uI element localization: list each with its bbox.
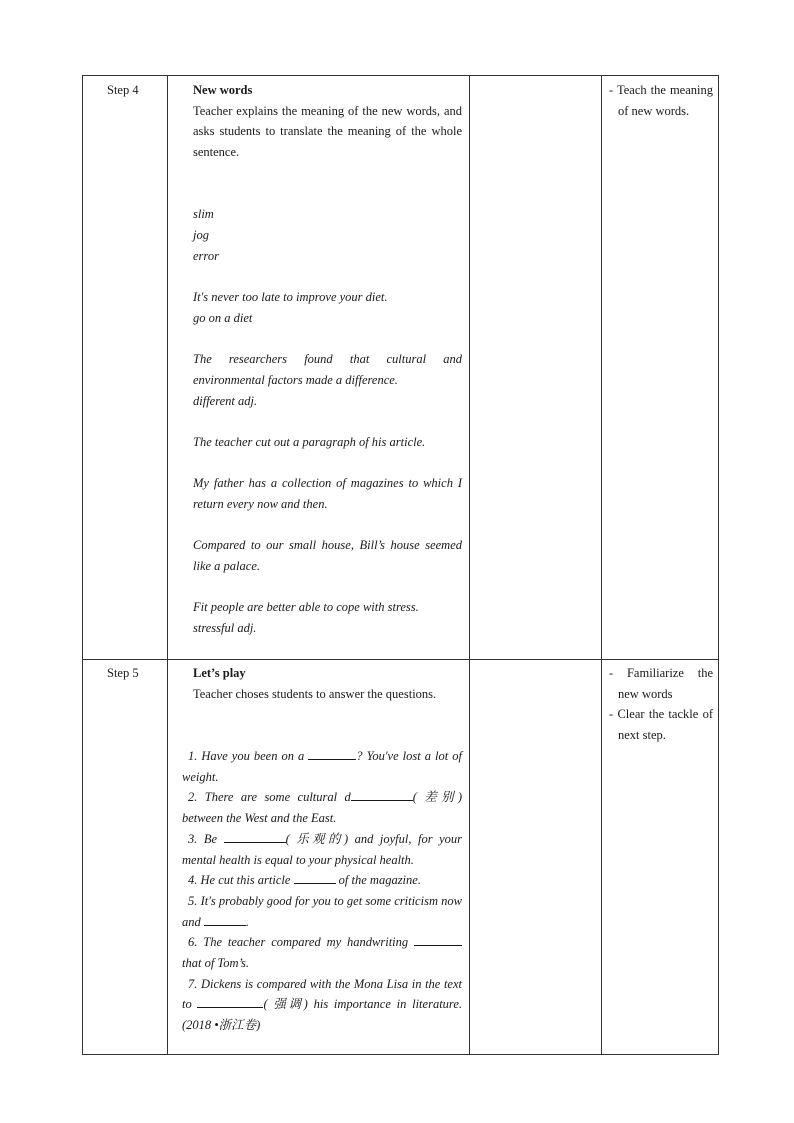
example-phrase: stressful adj. — [193, 621, 257, 636]
table-border-top — [82, 75, 719, 76]
teacher-instruction: Teacher choses students to answer the questions. — [193, 686, 437, 701]
exercise-question: 1. Have you been on a ? You've lost a lot of weight. — [182, 746, 462, 787]
teacher-instruction: Teacher explains the meaning of the new words, and asks students to translate the meaning of the whole sentence. — [193, 103, 462, 160]
exercise-question: 3. Be ( 乐观的) and joyful, for your mental health is equal to your physical health. — [182, 829, 462, 870]
answer-blank[interactable] — [224, 829, 286, 843]
answer-blank[interactable] — [308, 746, 356, 760]
table-border-right — [718, 75, 719, 1055]
example-sentence: Compared to our small house, Bill’s house seemed like a palace. — [193, 538, 462, 574]
step-4-aims — [609, 80, 713, 121]
step-label: Step 4 — [107, 83, 139, 97]
column-divider — [469, 75, 470, 1055]
exercise-question: 2. There are some cultural d ( 差别) between the West and the East. — [182, 787, 462, 828]
step-5-header — [193, 663, 462, 704]
section-title: New words — [193, 83, 253, 97]
exercise-question: 7. Dickens is compared with the Mona Lisa in the text to ( 强调) his importance in literature. (2018 •浙江卷) — [182, 976, 462, 1033]
answer-blank[interactable] — [294, 870, 336, 884]
exercise-question: 5. It's probably good for you to get some criticism now and . — [182, 893, 462, 929]
exercise-question: 6. The teacher compared my handwriting that of Tom’s. — [182, 932, 462, 973]
answer-blank[interactable] — [197, 994, 263, 1008]
step-4-content — [193, 80, 462, 639]
step-5-aims — [609, 663, 713, 746]
answer-blank[interactable] — [351, 787, 413, 801]
example-sentence: The teacher cut out a paragraph of his article. — [193, 434, 426, 449]
example-phrase: go on a diet — [193, 310, 253, 325]
exercise-questions — [182, 746, 462, 1036]
section-title: Let’s play — [193, 666, 246, 680]
table-border-bottom — [82, 1054, 719, 1055]
step-label: Step 5 — [107, 666, 139, 680]
answer-blank[interactable] — [414, 932, 462, 946]
example-sentence: My father has a collection of magazines to which I return every now and then. — [193, 476, 462, 511]
column-divider — [167, 75, 168, 1055]
answer-blank[interactable] — [204, 912, 246, 926]
example-phrase: different adj. — [193, 393, 258, 408]
example-sentence: It's never too late to improve your diet. — [193, 290, 388, 304]
lesson-plan-table — [82, 75, 719, 1055]
example-sentence: Fit people are better able to cope with stress. — [193, 600, 419, 615]
column-divider — [601, 75, 602, 1055]
exercise-question: 4. He cut this article of the magazine. — [182, 870, 462, 891]
aim-item: - Familiarize the new words — [609, 666, 713, 701]
vocab-word: slim — [193, 207, 214, 222]
row-divider — [82, 659, 719, 660]
vocab-word: error — [193, 248, 219, 263]
example-sentence: The researchers found that cultural and environmental factors made a difference. — [193, 352, 462, 387]
aim-item: - Teach the meaning of new words. — [609, 83, 713, 118]
aim-item: - Clear the tackle of next step. — [609, 707, 713, 743]
vocab-word: jog — [193, 227, 209, 242]
table-border-left — [82, 75, 83, 1055]
